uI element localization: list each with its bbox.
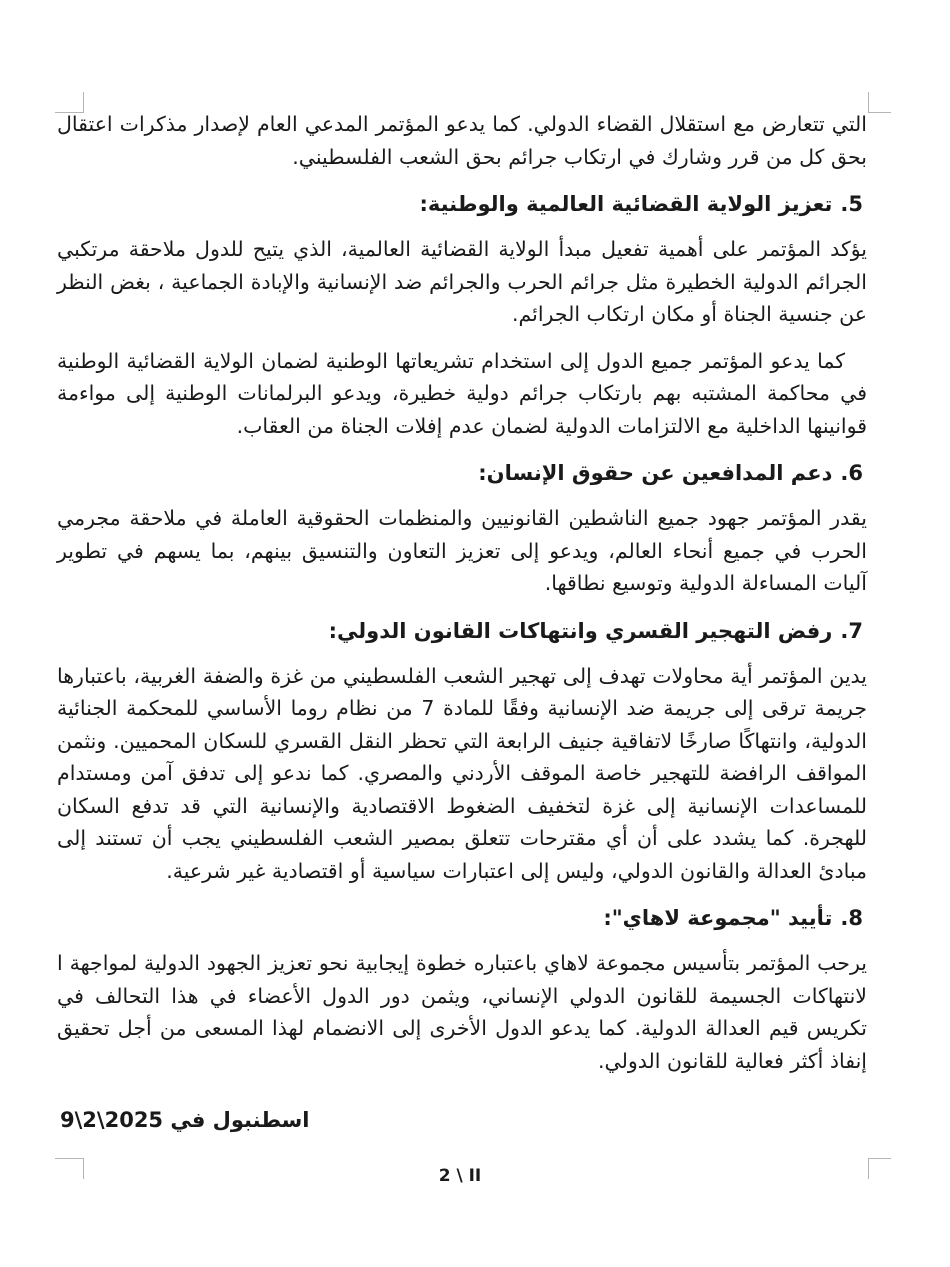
section-6-heading — [57, 458, 863, 488]
crop-mark-top-right — [868, 92, 891, 113]
section-number: 8. — [840, 906, 863, 930]
crop-mark-bottom-left — [55, 1158, 84, 1179]
section-7-paragraph-1: يدين المؤتمر أية محاولات تهدف إلى تهجير الشعب الفلسطيني من غزة والضفة الغربية، باعتبارها جريمة ترقى إلى جريمة ضد الإنسانية وفقًا للمادة 7 من نظام روما الأساسي للمحكمة الجنائية الدولية، وانتهاكًا صارخًا لاتفاقية جنيف الرابعة التي تحظر النقل القسري للسكان المحميين. ونثمن المواقف الرافضة للتهجير خاصة الموقف الأردني والمصري. كما ندعو إلى تدفق آمن ومستدام للمساعدات الإنسانية إلى غزة لتخفيف الضغوط الاقتصادية والإنسانية التي قد تدفع السكان للهجرة. كما يشدد على أن أي مقترحات تتعلق بمصير الشعب الفلسطيني يجب أن تستند إلى مبادئ العدالة والقانون الدولي، وليس إلى اعتبارات سياسية أو اقتصادية غير شرعية. — [57, 663, 868, 883]
section-title: تأييد "مجموعة لاهاي": — [603, 906, 833, 930]
intro-paragraph: التي تتعارض مع استقلال القضاء الدولي. كما يدعو المؤتمر المدعي العام لإصدار مذكرات اعتقال بحق كل من قرر وشارك في ارتكاب جرائم بحق الشعب الفلسطيني. — [57, 112, 867, 169]
section-5-heading — [57, 189, 863, 219]
page-number: 2 \ II — [438, 1166, 482, 1186]
section-8-heading — [57, 903, 863, 933]
section-6-paragraph-1: يقدر المؤتمر جهود جميع الناشطين القانونيين والمنظمات الحقوقية العاملة في ملاحقة مجرمي الحرب في جميع أنحاء العالم، ويدعو إلى تعزيز التعاون والتنسيق بينهم، بما يسهم في تطوير آليات المساءلة الدولية وتوسيع نطاقها. — [57, 506, 867, 595]
section-number: 5. — [840, 192, 863, 216]
section-title: تعزيز الولاية القضائية العالمية والوطنية: — [419, 192, 833, 216]
section-number: 7. — [840, 618, 863, 643]
section-5-paragraph-1: يؤكد المؤتمر على أهمية تفعيل مبدأ الولاية القضائية العالمية، الذي يتيح للدول ملاحقة مرتكبي الجرائم الدولية الخطيرة مثل جرائم الحرب والجرائم ضد الإنسانية والإبادة الجماعية ، بغض النظر عن جنسية الجناة أو مكان ارتكاب الجرائم. — [57, 237, 867, 326]
document-body — [57, 108, 867, 1077]
signature-place-date: اسطنبول في 2025\2\9 — [60, 1108, 310, 1132]
section-number: 6. — [840, 461, 863, 485]
section-8-paragraph-1: يرحب المؤتمر بتأسيس مجموعة لاهاي باعتباره خطوة إيجابية نحو تعزيز الجهود الدولية لمواجهة ا لانتهاكات الجسيمة للقانون الدولي الإنساني، ويثمن دور الدول الأعضاء في هذا التحالف في تكريس قيم العدالة الدولية. كما يدعو الدول الأخرى إلى الانضمام لهذا المسعى من أجل تحقيق إنفاذ أكثر فعالية للقانون الدولي. — [57, 951, 867, 1073]
section-title: رفض التهجير القسري وانتهاكات القانون الدولي: — [328, 618, 833, 643]
section-title: دعم المدافعين عن حقوق الإنسان: — [478, 461, 833, 485]
section-5-paragraph-2: كما يدعو المؤتمر جميع الدول إلى استخدام تشريعاتها الوطنية لضمان الولاية القضائية الوطنية في محاكمة المشتبه بهم بارتكاب جرائم دولية خطيرة، ويدعو البرلمانات الوطنية إلى مواءمة قوانينها الداخلية مع الالتزامات الدولية لضمان عدم إفلات الجناة من العقاب. — [57, 348, 867, 438]
crop-mark-bottom-right — [868, 1158, 891, 1179]
section-7-heading — [57, 616, 863, 646]
